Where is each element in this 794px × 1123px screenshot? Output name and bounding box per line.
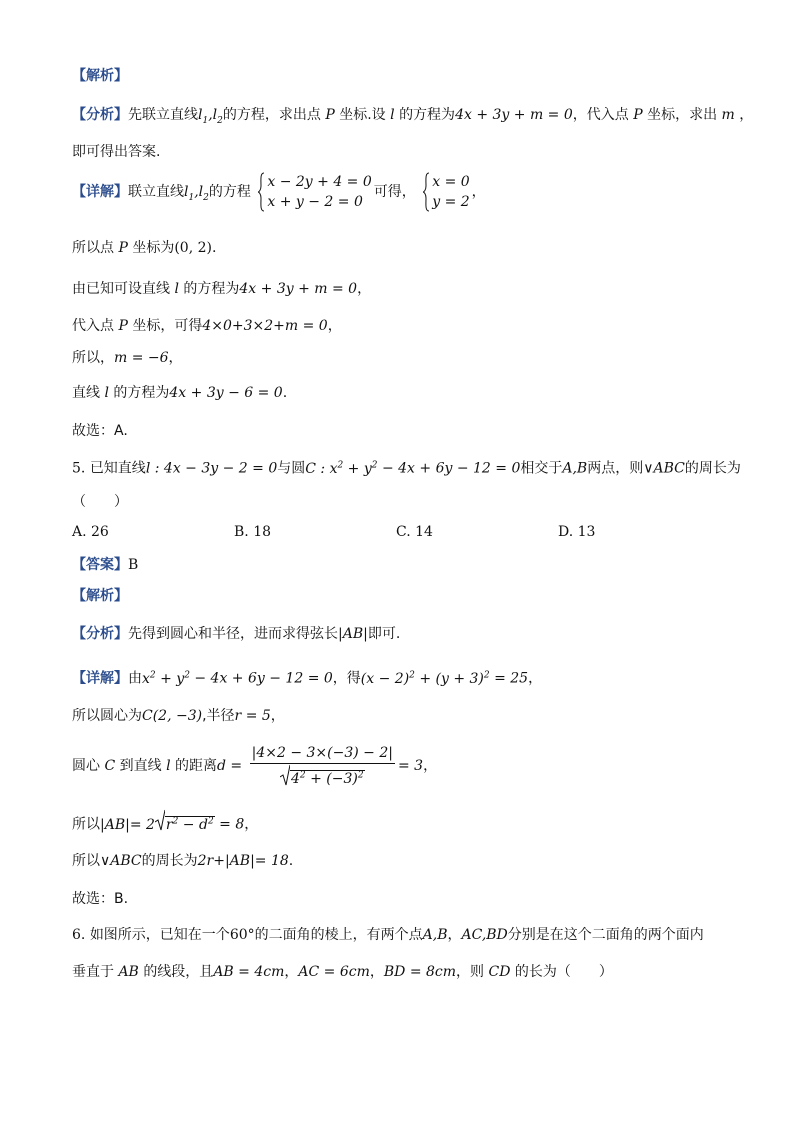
text: 如图所示，已知在一个 [89,927,230,943]
math-c: C [100,757,120,774]
fraction-numerator: |4×2 − 3×(−3) − 2| [250,744,395,764]
text: 所以点 [72,240,114,256]
final-line-equation [72,383,287,403]
math-l1l2: $l_1,l_2$ [198,107,223,126]
detail-tag: 【详解】 [72,184,128,200]
left-brace-icon [422,172,430,212]
text: 直线 [72,385,100,401]
system-row: x − 2y + 4 = 0 [267,174,372,190]
text: 可得， [373,184,416,200]
math-equation: 4×0+3×2+m = 0 [202,318,328,334]
math-result: = 3 [397,757,424,774]
text: 即可. [367,626,401,642]
distance-line [72,744,437,788]
m-value-line [72,348,183,368]
center-radius-line [72,706,285,726]
fraction-denominator [250,764,395,788]
text: 代入点 [72,318,114,334]
text: 联立直线 [128,184,184,200]
text: ， [471,184,486,200]
text: . [282,385,288,401]
sqrt: $r^2 - d^2$ [155,811,215,835]
sqrt: $4^2 + (-3)^2$ [280,766,365,788]
math-equation: 4x + 3y + m = 0 [239,281,358,297]
math-circle-standard: $(x - 2)^2 + (y + 3)^2$ [360,670,490,687]
text: 坐标，求出 [647,107,718,123]
text: ， [423,757,438,774]
text: 的周长为 [141,853,198,869]
math-l: l [385,107,400,123]
chord-length-line [72,811,258,835]
text: ， [244,816,259,833]
text: ， [270,708,285,724]
math-circle-general: $x^2 + y^2$ [142,670,190,687]
text: ，代入点 [572,107,629,123]
math-chord: |AB| [338,626,368,642]
text: ， [739,107,754,123]
math-p: P [320,107,340,123]
option-d: D. 13 [558,524,596,540]
math-points: A,B [422,927,448,943]
text: 坐标，可得 [132,318,203,334]
text: 垂直于 [72,964,114,980]
text: 的方程 [208,184,251,200]
text: ， [327,318,342,334]
text: ， [357,281,372,297]
text: 的方程为 [113,385,170,401]
math-value: (0, 2) [174,240,212,256]
math-equation: 4x − 3y − 2 = 0 [163,460,278,477]
text: 已知直线 [89,460,146,477]
answer-value: B [128,557,139,573]
math-d: d = [217,757,247,774]
text: 到直线 [119,757,162,774]
math-cd: CD [484,964,515,980]
answer-line [72,555,138,575]
text: ， [369,964,384,980]
equation-system-2 [422,172,469,212]
distance-fraction [250,744,395,788]
system-row: x + y − 2 = 0 [267,194,363,210]
question-5-paren: （ ） [72,494,128,510]
text: ，得 [332,670,361,687]
text: 所以， [72,350,114,366]
math-l: l [161,757,176,774]
text: 先得到圆心和半径，进而求得弦长 [128,626,338,642]
text: 由已知可设直线 [72,281,170,297]
math-radius: r = 5 [234,708,271,724]
math-p: P [114,318,133,334]
math-equation: − 4x + 6y − 12 = 0 [194,670,333,687]
detail-tag: 【详解】 [72,670,128,687]
analysis-paragraph-2 [72,624,400,644]
text: 与圆 [277,460,306,477]
choice-line-1: 故选：A. [72,423,128,439]
text: 圆心 [72,757,100,774]
analysis-paragraph [72,105,753,131]
question-number: 5. [72,460,86,477]
option-c: C. 14 [396,524,433,540]
perimeter-line [72,851,293,871]
math-triangle: ∨ABC [643,460,685,477]
detail-paragraph [72,172,486,212]
choice-line-2: 故选：B. [72,891,129,907]
section-heading-analysis: 【解析】 [72,588,128,604]
text: ,半径 [202,708,235,724]
text: 的方程为 [399,107,456,123]
math-equation: 4x + 3y − 6 = 0 [169,385,283,401]
radical-icon [280,764,290,786]
system-row: y = 2 [432,194,470,210]
text: 所以 [72,816,100,833]
math-equation: m = −6 [114,350,169,366]
text: 坐标.设 [339,107,386,123]
text: 所以圆心为 [72,708,142,724]
text: . [211,240,217,256]
text: . [288,853,294,869]
section-heading-analysis: 【解析】 [72,68,128,84]
text: 所以 [72,853,100,869]
analysis-tag: 【分析】 [72,107,128,123]
math-m: m [717,107,740,123]
math-angle: 60° [229,927,255,943]
math-bd-length: BD = 8cm [383,964,457,980]
detail-paragraph-2 [72,665,542,689]
text: 的方程，求出点 [222,107,321,123]
equation-system-1 [257,172,371,212]
math-ab: AB [114,964,144,980]
question-6-stem-2 [72,962,613,982]
option-a: A. 26 [72,524,109,540]
answer-tag: 【答案】 [72,557,128,573]
math-equation: 2r+|AB|= 18 [197,853,289,869]
text: 由 [128,670,142,687]
math-p: P [114,240,133,256]
left-brace-icon [257,172,265,212]
question-number: 6. [72,927,86,943]
text: 的周长为 [684,460,741,477]
text: ， [528,670,543,687]
text: 的距离 [175,757,218,774]
set-line-equation [72,279,371,299]
math-ac-length: AC = 6cm [298,964,370,980]
math-equation: = 25 [494,670,529,687]
text: 的方程为 [183,281,240,297]
text: 先联立直线 [128,107,198,123]
text: 两点，则 [587,460,644,477]
math-l: l [100,385,114,401]
math-l1l2: $l_1,l_2$ [184,184,209,203]
text: 的线段，且 [143,964,214,980]
text: 的二面角的棱上，有两个点 [254,927,423,943]
p-coord-line [72,238,216,258]
text: 的长为（ ） [514,964,613,980]
text: ， [447,927,462,943]
analysis-continuation: 即可得出答案. [72,144,161,160]
option-b: B. 18 [234,524,272,540]
math-circle: C : $x^2 + y^2$ [305,460,378,477]
math-line-l: l : [145,460,164,477]
system-row: x = 0 [432,174,470,190]
math-result: = 8 [219,816,245,833]
math-triangle: ∨ABC [100,853,142,869]
question-6-stem [72,925,704,945]
math-ab-length: AB = 4cm [213,964,285,980]
math-p: P [628,107,648,123]
text: ， [284,964,299,980]
text: 坐标为 [132,240,175,256]
math-equation: 4x + 3y + m = 0 [455,107,573,123]
math-center: C(2, −3) [142,708,203,724]
math-chord-expr: |AB|= 2 $r^2 - d^2$ [100,817,219,833]
substitute-line [72,316,342,336]
math-l: l [170,281,184,297]
math-segments: AC,BD [461,927,508,943]
question-5-stem [72,455,741,479]
analysis-tag: 【分析】 [72,626,128,642]
text: 相交于 [520,460,563,477]
text: 分别是在这个二面角的两个面内 [507,927,704,943]
text: ， [168,350,183,366]
math-points: A,B [562,460,588,477]
radical-icon [155,809,165,831]
math-equation: − 4x + 6y − 12 = 0 [381,460,521,477]
text: ，则 [456,964,485,980]
